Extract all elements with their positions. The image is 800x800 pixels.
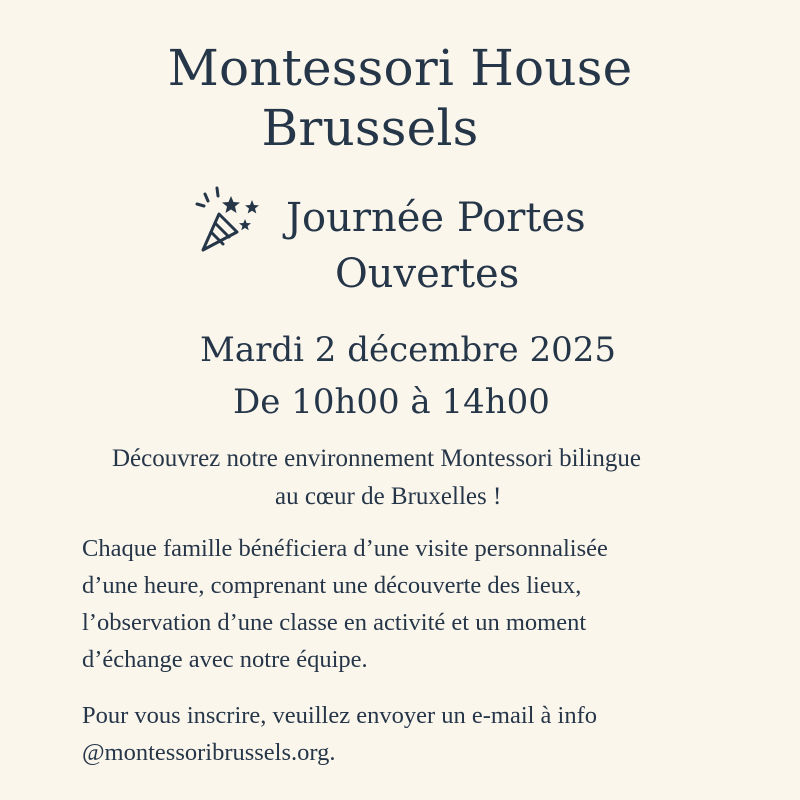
registration-line: @montessoribrussels.org. (82, 739, 336, 766)
visit-line: Chaque famille bénéficiera d’une visite personnalisée (82, 535, 608, 562)
intro-line-1: Découvrez notre environnement Montessori bilingue (112, 445, 642, 472)
visit-line: l’observation d’une classe en activité et un moment (82, 609, 587, 636)
event-date: Mardi 2 décembre 2025 (200, 330, 616, 370)
intro-line-2: au cœur de Bruxelles ! (275, 483, 502, 510)
registration-line: Pour vous inscrire, veuillez envoyer un e-mail à info (82, 702, 598, 729)
event-time: De 10h00 à 14h00 (233, 382, 550, 422)
title-line-2: Brussels (261, 99, 479, 157)
title-line-1: Montessori House (167, 39, 633, 97)
event-name (280, 190, 660, 302)
event-name-line-1: Journée Portes (286, 195, 586, 241)
party-popper-icon (193, 186, 267, 258)
visit-line: d’une heure, comprenant une découverte des lieux, (82, 572, 582, 599)
page-title (0, 38, 800, 158)
visit-line: d’échange avec notre équipe. (82, 646, 368, 673)
event-name-line-2: Ouvertes (335, 251, 520, 297)
visit-description (82, 530, 772, 678)
registration-info (82, 697, 772, 771)
